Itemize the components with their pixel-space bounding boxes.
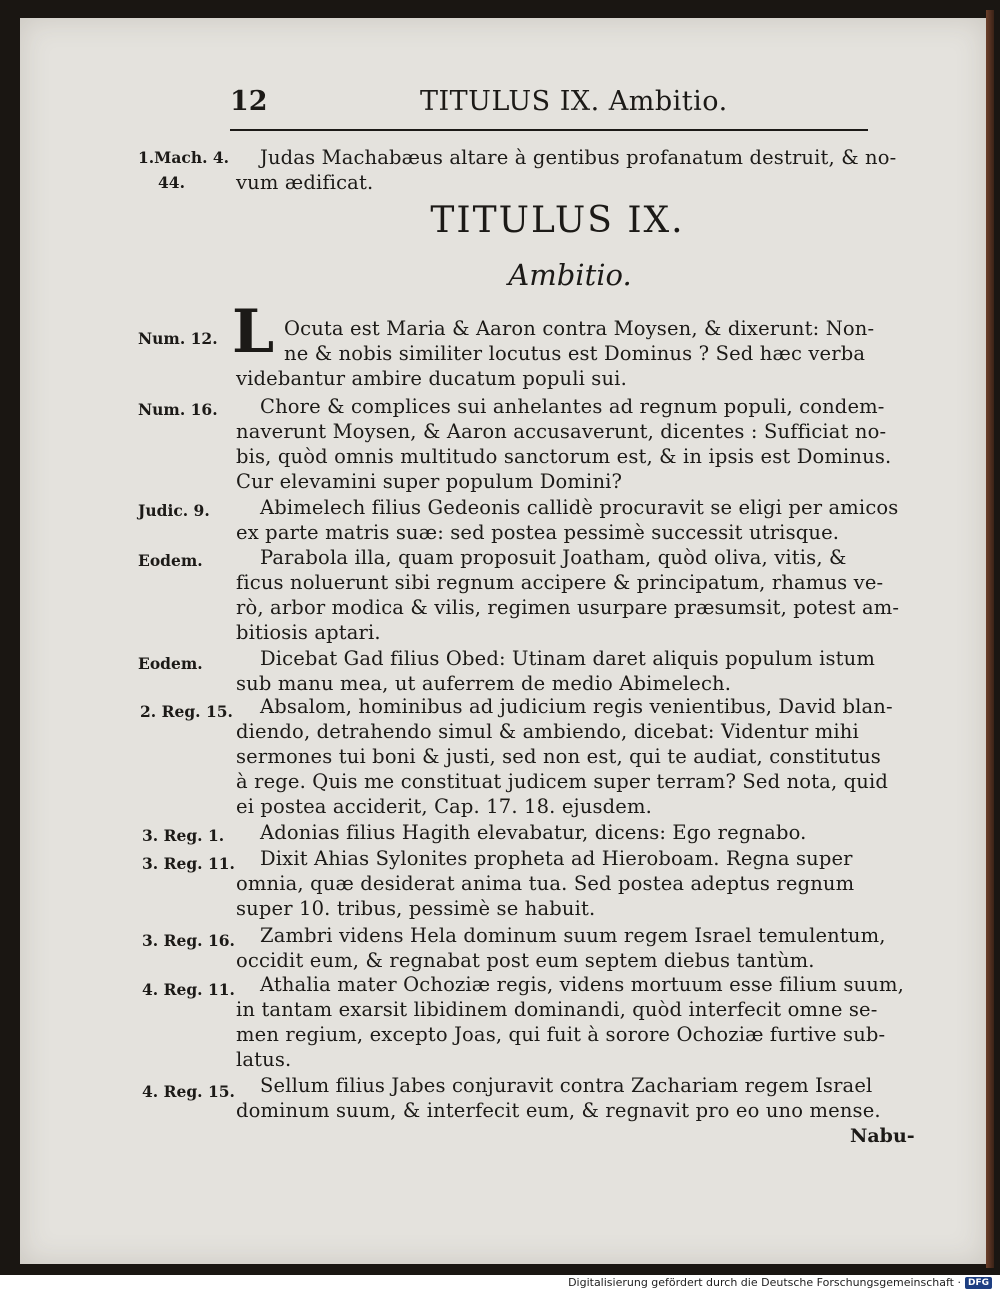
text-line: Athalia mater Ochoziæ regis, videns mortuum esse filium suum, <box>260 973 904 996</box>
text-line: omnia, quæ desiderat anima tua. Sed postea adeptus regnum <box>236 872 855 895</box>
text-line: Judas Machabæus altare à gentibus profanatum destruit, & no- <box>260 146 897 169</box>
text-line: naverunt Moysen, & Aaron accusaverunt, dicentes : Sufficiat no- <box>236 420 887 443</box>
margin-reference: 4. Reg. 15. <box>142 1082 235 1101</box>
text-line: ex parte matris suæ: sed postea pessimè successit utrisque. <box>236 521 840 544</box>
text-line: Adonias filius Hagith elevabatur, dicens: Ego regnabo. <box>260 821 807 844</box>
margin-reference: 3. Reg. 1. <box>142 826 225 845</box>
text-line: dominum suum, & interfecit eum, & regnavit pro eo uno mense. <box>236 1099 881 1122</box>
text-line: Cur elevamini super populum Domini? <box>236 470 623 493</box>
margin-reference: 2. Reg. 15. <box>140 702 233 721</box>
section-title: TITULUS IX. <box>430 200 685 241</box>
dfg-logo: DFG <box>965 1277 992 1289</box>
text-line: diendo, detrahendo simul & ambiendo, dicebat: Videntur mihi <box>236 720 859 743</box>
text-line: videbantur ambire ducatum populi sui. <box>236 367 627 390</box>
text-line: latus. <box>236 1048 292 1071</box>
text-line: sub manu mea, ut auferrem de medio Abimelech. <box>236 672 732 695</box>
text-line: bitiosis aptari. <box>236 621 381 644</box>
text-line: ne & nobis similiter locutus est Dominus ? Sed hæc verba <box>284 342 866 365</box>
text-line: Parabola illa, quam proposuit Joatham, quòd oliva, vitis, & <box>260 546 847 569</box>
text-line: super 10. tribus, pessimè se habuit. <box>236 897 596 920</box>
margin-reference: 1.Mach. 4. <box>138 148 230 167</box>
page-number: 12 <box>230 86 268 117</box>
text-line: ei postea acciderit, Cap. 17. 18. ejusdem. <box>236 795 652 818</box>
margin-reference: 4. Reg. 11. <box>142 980 235 999</box>
text-line: Dicebat Gad filius Obed: Utinam daret aliquis populum istum <box>260 647 876 670</box>
text-line: occidit eum, & regnabat post eum septem diebus tantùm. <box>236 949 815 972</box>
margin-reference: 44. <box>158 173 185 192</box>
text-line: vum ædificat. <box>236 171 374 194</box>
catchword: Nabu- <box>850 1125 915 1147</box>
text-line: bis, quòd omnis multitudo sanctorum est, & in ipsis est Dominus. <box>236 445 892 468</box>
text-line: Zambri videns Hela dominum suum regem Israel temulentum, <box>260 924 886 947</box>
text-line: sermones tui boni & justi, sed non est, qui te audiat, constitutus <box>236 745 881 768</box>
margin-reference: Eodem. <box>138 654 203 673</box>
text-line: Dixit Ahias Sylonites propheta ad Hieroboam. Regna super <box>260 847 853 870</box>
footer-text: Digitalisierung gefördert durch die Deutsche Forschungsgemeinschaft · <box>568 1276 961 1289</box>
margin-reference: Num. 12. <box>138 329 218 348</box>
text-line: à rege. Quis me constituat judicem super terram? Sed nota, quid <box>236 770 888 793</box>
text-line: Abimelech filius Gedeonis callidè procuravit se eligi per amicos <box>260 496 899 519</box>
book-edge <box>986 10 994 1268</box>
running-head <box>230 86 870 126</box>
section-subtitle: Ambitio. <box>508 258 632 292</box>
running-title: TITULUS IX. Ambitio. <box>420 86 728 117</box>
margin-reference: 3. Reg. 11. <box>142 854 235 873</box>
text-line: Sellum filius Jabes conjuravit contra Zachariam regem Israel <box>260 1074 873 1097</box>
text-line: ficus noluerunt sibi regnum accipere & principatum, rhamus ve- <box>236 571 884 594</box>
head-rule <box>230 129 868 131</box>
margin-reference: Judic. 9. <box>138 501 210 520</box>
margin-reference: Num. 16. <box>138 400 218 419</box>
text-line: Absalom, hominibus ad judicium regis venientibus, David blan- <box>260 695 893 718</box>
drop-cap-initial: L <box>232 297 275 367</box>
text-line: Ocuta est Maria & Aaron contra Moysen, & dixerunt: Non- <box>284 317 875 340</box>
text-line: men regium, excepto Joas, qui fuit à sorore Ochoziæ furtive sub- <box>236 1023 886 1046</box>
digitization-footer <box>568 1276 992 1289</box>
text-line: rò, arbor modica & vilis, regimen usurpare præsumsit, potest am- <box>236 596 900 619</box>
text-line: in tantam exarsit libidinem dominandi, quòd interfecit omne se- <box>236 998 878 1021</box>
text-line: Chore & complices sui anhelantes ad regnum populi, condem- <box>260 395 885 418</box>
margin-reference: 3. Reg. 16. <box>142 931 235 950</box>
margin-reference: Eodem. <box>138 551 203 570</box>
